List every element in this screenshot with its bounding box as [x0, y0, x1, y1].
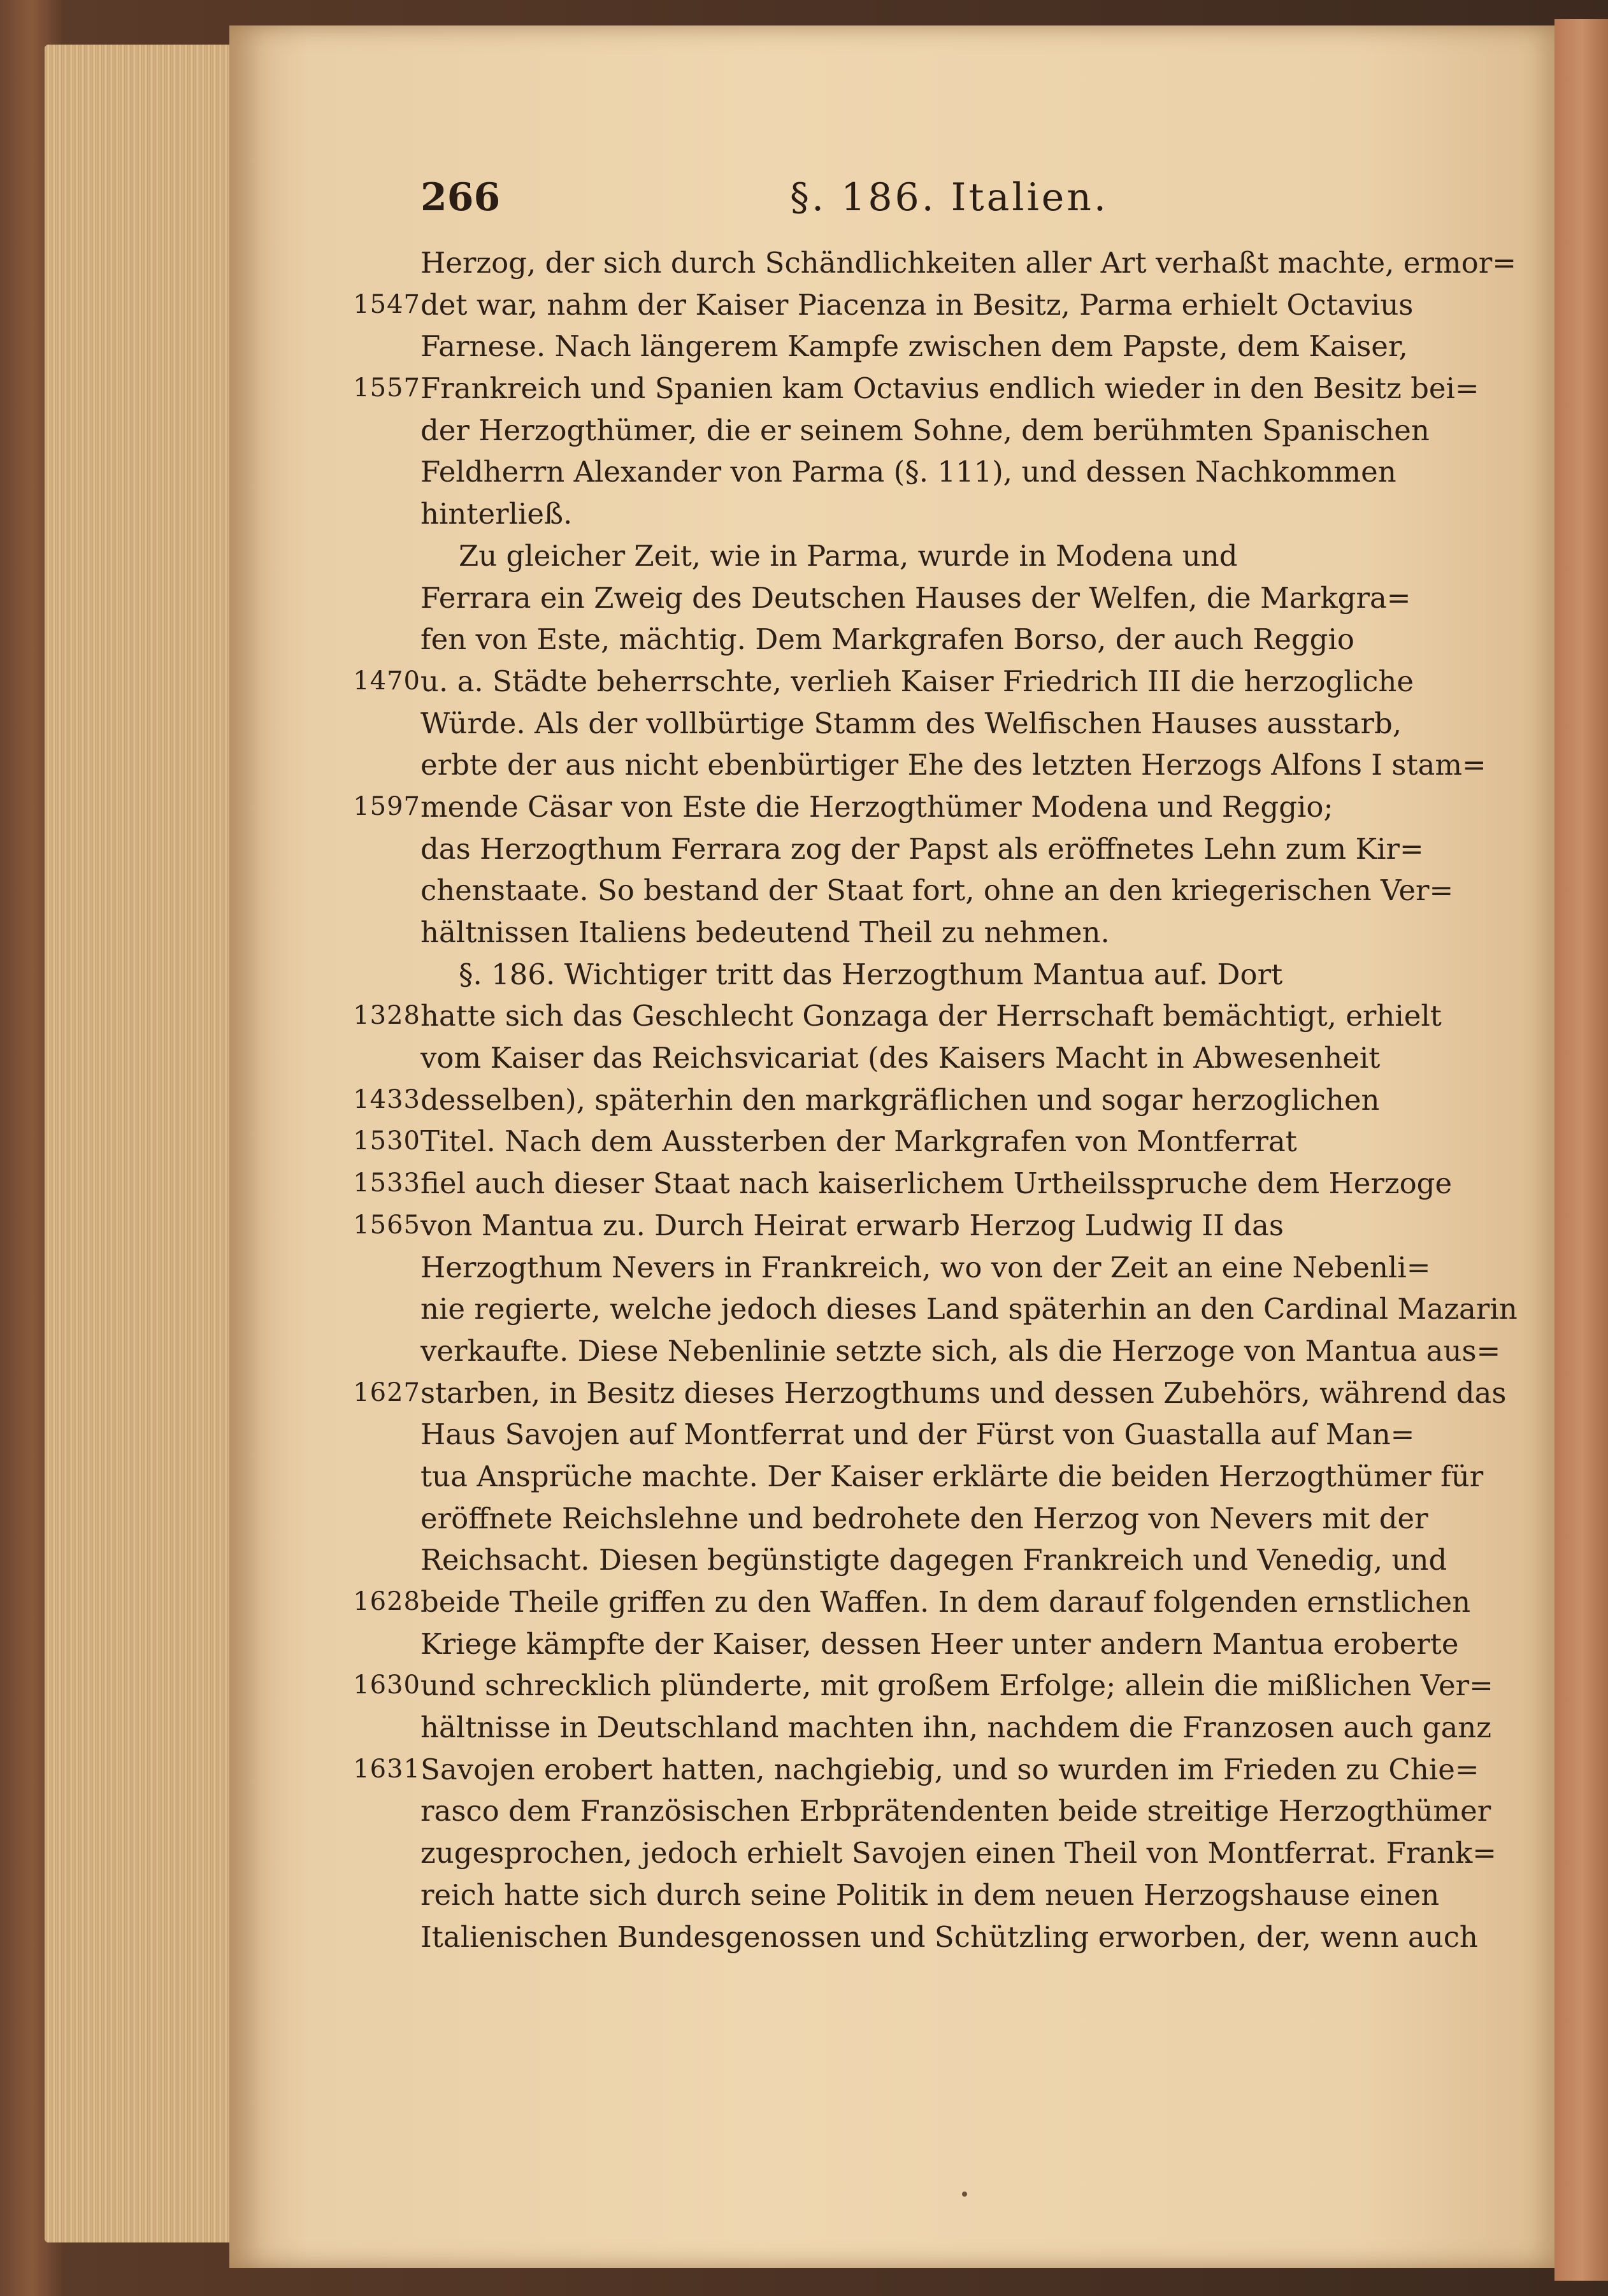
text-line [344, 284, 1478, 326]
text-line [344, 451, 1478, 493]
line-text: nie regierte, welche jedoch dieses Land späterhin an den Cardinal Mazarin [420, 1292, 1518, 1326]
running-head: §. 186. Italien. [790, 175, 1109, 220]
text-line [344, 1037, 1478, 1079]
margin-year: 1565 [353, 1210, 420, 1240]
line-text: tua Ansprüche machte. Der Kaiser erklärte die beiden Herzogthümer für [420, 1459, 1484, 1493]
text-line [344, 1623, 1478, 1665]
line-text: hatte sich das Geschlecht Gonzaga der Herrschaft bemächtigt, erhielt [420, 999, 1442, 1033]
margin-year: 1328 [353, 1001, 420, 1031]
text-line [344, 1707, 1491, 1749]
text-line [344, 1498, 1478, 1540]
text-line [344, 703, 1478, 745]
line-text: das Herzogthum Ferrara zog der Papst als eröffnetes Lehn zum Kir= [420, 831, 1424, 866]
line-text: rasco dem Französischen Erbprätendenten beide streitige Herzogthümer [420, 1794, 1491, 1828]
line-text: und schrecklich plünderte, mit großem Erfolge; allein die mißlichen Ver= [420, 1668, 1493, 1703]
line-text: chenstaate. So bestand der Staat fort, ohne an den kriegerischen Ver= [420, 873, 1454, 908]
body-text [344, 242, 1518, 1958]
text-line [344, 828, 1478, 870]
margin-year: 1597 [353, 791, 420, 821]
text-line [344, 619, 1478, 661]
text-line [344, 493, 1478, 535]
line-text: hältnissen Italiens bedeutend Theil zu nehmen. [420, 915, 1110, 949]
text-line [344, 577, 1478, 619]
page-number: 266 [420, 175, 501, 220]
text-line [344, 1581, 1478, 1623]
text-line [344, 1288, 1518, 1330]
margin-year: 1533 [353, 1168, 420, 1198]
line-text: Haus Savojen auf Montferrat und der Fürst von Guastalla auf Man= [420, 1417, 1415, 1452]
text-line [344, 1665, 1493, 1707]
line-text: von Mantua zu. Durch Heirat erwarb Herzog Ludwig II das [420, 1208, 1284, 1242]
line-text: Frankreich und Spanien kam Octavius endlich wieder in den Besitz bei= [420, 371, 1479, 406]
line-text: Würde. Als der vollbürtige Stamm des Welfischen Hauses ausstarb, [420, 706, 1402, 740]
line-text: verkaufte. Diese Nebenlinie setzte sich, als die Herzoge von Mantua aus= [420, 1333, 1501, 1368]
page-header [420, 162, 1465, 233]
text-line [344, 1916, 1478, 1958]
text-line [344, 410, 1478, 452]
margin-year: 1470 [353, 666, 420, 696]
text-line [344, 995, 1478, 1037]
text-line [344, 954, 1478, 996]
line-text: der Herzogthümer, die er seinem Sohne, dem berühmten Spanischen [420, 413, 1430, 447]
line-text: eröffnete Reichslehne und bedrohete den Herzog von Nevers mit der [420, 1501, 1428, 1535]
line-text: erbte der aus nicht ebenbürtiger Ehe des letzten Herzogs Alfons I stam= [420, 748, 1486, 782]
text-line [344, 1330, 1501, 1372]
margin-year: 1530 [353, 1126, 420, 1156]
margin-year: 1630 [353, 1670, 420, 1700]
page-mark [962, 2192, 967, 2197]
text-line [344, 1372, 1507, 1414]
line-text: Italienischen Bundesgenossen und Schützling erworben, der, wenn auch [420, 1919, 1478, 1954]
line-text: Savojen erobert hatten, nachgiebig, und so wurden im Frieden zu Chie= [420, 1752, 1479, 1786]
text-line [344, 1832, 1497, 1874]
line-text: fen von Este, mächtig. Dem Markgrafen Borso, der auch Reggio [420, 622, 1354, 657]
line-text: beide Theile griffen zu den Waffen. In dem darauf folgenden ernstlichen [420, 1585, 1471, 1619]
line-text: Herzog, der sich durch Schändlichkeiten aller Art verhaßt machte, ermor= [420, 246, 1516, 280]
text-line [344, 870, 1478, 912]
margin-year: 1433 [353, 1084, 420, 1114]
line-text: §. 186. Wichtiger tritt das Herzogthum Mantua auf. Dort [459, 957, 1283, 991]
text-line [344, 1749, 1478, 1791]
line-text: u. a. Städte beherrschte, verlieh Kaiser Friedrich III die herzogliche [420, 664, 1414, 698]
line-text: Reichsacht. Diesen begünstigte dagegen Frankreich und Venedig, und [420, 1543, 1447, 1577]
text-line [344, 326, 1478, 368]
text-line [344, 1079, 1478, 1121]
text-line [344, 744, 1486, 786]
line-text: desselben), späterhin den markgräflichen und sogar herzoglichen [420, 1082, 1380, 1117]
text-line [344, 661, 1478, 703]
text-line [344, 1205, 1478, 1247]
text-line [344, 368, 1478, 410]
line-text: Kriege kämpfte der Kaiser, dessen Heer unter andern Mantua eroberte [420, 1626, 1459, 1661]
line-text: fiel auch dieser Staat nach kaiserlichem Urtheilsspruche dem Herzoge [420, 1166, 1453, 1201]
text-line [344, 1121, 1478, 1163]
line-text: Feldherrn Alexander von Parma (§. 111), und dessen Nachkommen [420, 455, 1396, 489]
line-text: Zu gleicher Zeit, wie in Parma, wurde in Modena und [459, 538, 1238, 573]
line-text: vom Kaiser das Reichsvicariat (des Kaisers Macht in Abwesenheit [420, 1041, 1381, 1075]
text-line [344, 1790, 1491, 1832]
line-text: zugesprochen, jedoch erhielt Savojen einen Theil von Montferrat. Frank= [420, 1836, 1497, 1870]
text-line [344, 1247, 1478, 1289]
line-text: Titel. Nach dem Aussterben der Markgrafen von Montferrat [420, 1124, 1297, 1159]
right-cover-edge [1554, 19, 1608, 2281]
line-text: starben, in Besitz dieses Herzogthums und dessen Zubehörs, während das [420, 1375, 1507, 1410]
margin-year: 1631 [353, 1754, 420, 1784]
margin-year: 1547 [353, 289, 420, 319]
text-line [344, 1456, 1484, 1498]
text-line [344, 535, 1478, 577]
margin-year: 1557 [353, 373, 420, 403]
line-text: hinterließ. [420, 497, 573, 531]
line-text: Herzogthum Nevers in Frankreich, wo von der Zeit an eine Nebenli= [420, 1250, 1431, 1284]
margin-year: 1627 [353, 1377, 420, 1407]
line-text: reich hatte sich durch seine Politik in dem neuen Herzogshause einen [420, 1877, 1440, 1912]
margin-year: 1628 [353, 1587, 420, 1616]
text-line [344, 1539, 1478, 1581]
page-edges [45, 45, 236, 2242]
text-line [344, 242, 1516, 284]
text-line [344, 1874, 1478, 1916]
line-text: det war, nahm der Kaiser Piacenza in Besitz, Parma erhielt Octavius [420, 287, 1414, 322]
line-text: Ferrara ein Zweig des Deutschen Hauses der Welfen, die Markgra= [420, 580, 1411, 615]
text-line [344, 1163, 1478, 1205]
text-line [344, 912, 1478, 954]
line-text: hältnisse in Deutschland machten ihn, nachdem die Franzosen auch ganz [420, 1711, 1491, 1745]
text-line [344, 1414, 1478, 1456]
line-text: Farnese. Nach längerem Kampfe zwischen dem Papste, dem Kaiser, [420, 329, 1408, 364]
line-text: mende Cäsar von Este die Herzogthümer Modena und Reggio; [420, 789, 1333, 824]
text-line [344, 786, 1478, 828]
